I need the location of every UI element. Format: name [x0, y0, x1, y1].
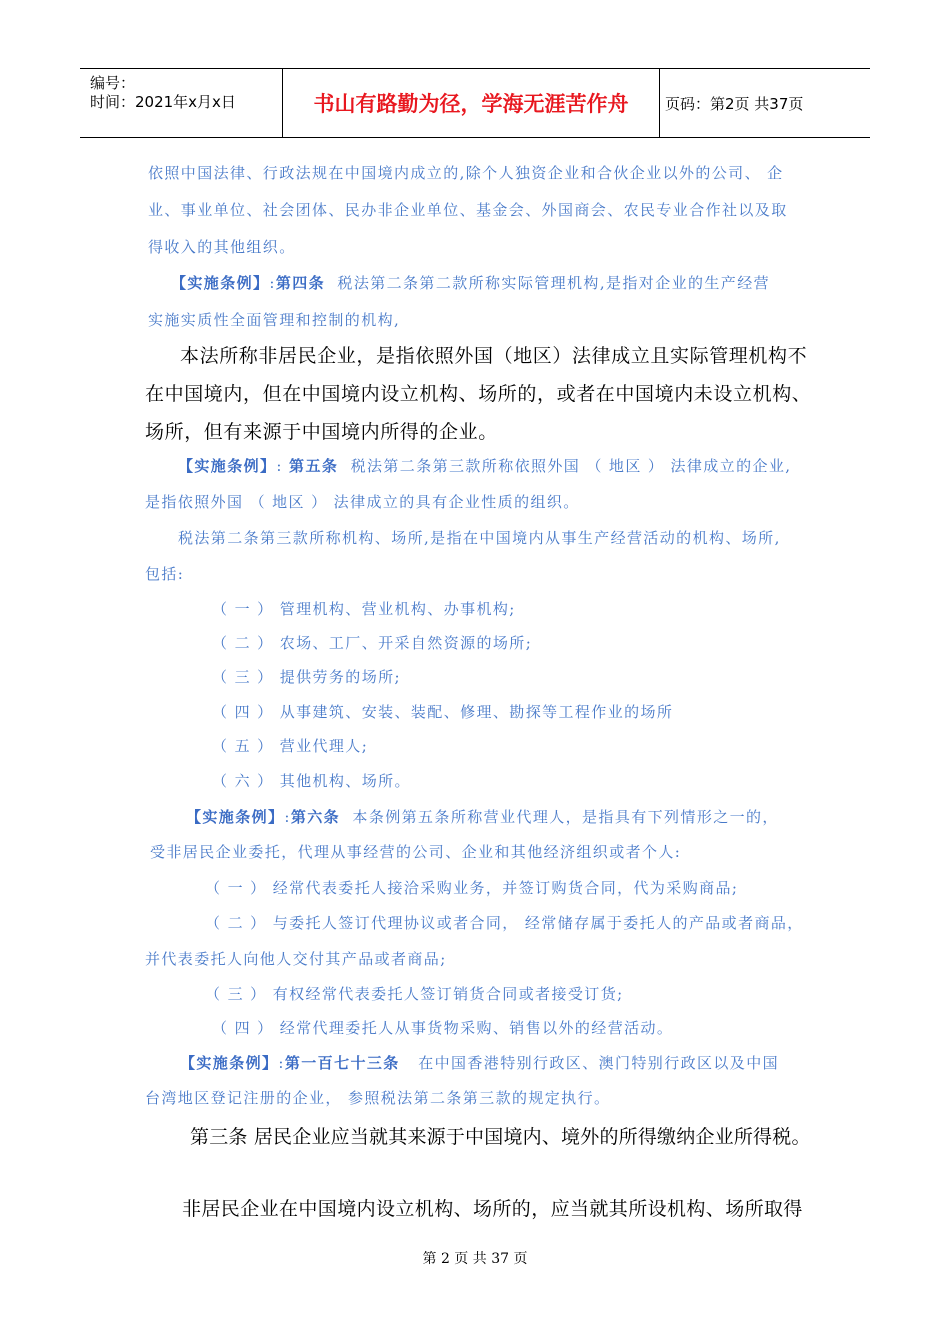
- page-footer: 第 2 页 共 37 页: [422, 1251, 528, 1267]
- article-line: [186, 806, 779, 827]
- date-label: 时间：2021年x月x日: [90, 93, 236, 111]
- body-line: 业、事业单位、社会团体、民办非企业单位、基金会、外国商会、农民专业合作社以及取: [148, 201, 788, 219]
- header-meta-cell: [80, 69, 283, 137]
- list-item: （ 五 ） 营业代理人;: [212, 737, 369, 755]
- article-text: 税法第二条第二款所称实际管理机构,是指对企业的生产经营: [337, 274, 770, 292]
- law-line: 在中国境内，但在中国境内设立机构、场所的，或者在中国境内未设立机构、: [145, 383, 812, 405]
- list-item: （ 二 ） 农场、工厂、开采自然资源的场所;: [212, 634, 533, 652]
- body-line: 并代表委托人向他人交付其产品或者商品;: [145, 950, 447, 968]
- body-line: 台湾地区登记注册的企业， 参照税法第二条第三款的规定执行。: [145, 1089, 611, 1107]
- list-item: （ 一 ） 经常代表委托人接洽采购业务，并签订购货合同，代为采购商品;: [205, 879, 739, 897]
- article-number: 第四条: [275, 274, 326, 292]
- list-item: （ 三 ） 提供劳务的场所;: [212, 668, 401, 686]
- article-tag: 【实施条例】: [186, 808, 285, 826]
- article-tag: 【实施条例】: [171, 274, 270, 292]
- article-text: 税法第二条第三款所称依照外国 （ 地区 ） 法律成立的企业,: [350, 457, 792, 475]
- list-item: （ 三 ） 有权经常代表委托人签订销货合同或者接受订货;: [205, 985, 624, 1003]
- tag-separator: :: [276, 457, 283, 475]
- number-label: 编号：: [90, 74, 136, 92]
- article-line: [171, 272, 770, 293]
- article-line: [180, 1052, 779, 1073]
- header-page-info: 页码：第2页 共37页: [665, 94, 804, 113]
- body-line: 实施实质性全面管理和控制的机构,: [148, 311, 401, 329]
- tag-separator: :: [278, 1054, 285, 1072]
- body-line: 包括:: [145, 565, 185, 583]
- tag-separator: :: [269, 274, 276, 292]
- article-tag: 【实施条例】: [180, 1054, 279, 1072]
- article-text: 本条例第五条所称营业代理人，是指具有下列情形之一的，: [352, 808, 779, 826]
- body-line: 是指依照外国 （ 地区 ） 法律成立的具有企业性质的组织。: [145, 493, 580, 511]
- law-line: 非居民企业在中国境内设立机构、场所的，应当就其所设机构、场所取得: [182, 1198, 803, 1220]
- tag-separator: :: [284, 808, 291, 826]
- article-number: 第一百七十三条: [284, 1054, 400, 1072]
- body-line: 税法第二条第三款所称机构、场所,是指在中国境内从事生产经营活动的机构、场所,: [178, 529, 781, 547]
- article-line: [178, 455, 791, 476]
- law-line: 本法所称非居民企业，是指依照外国（地区）法律成立且实际管理机构不: [180, 345, 808, 367]
- list-item: （ 一 ） 管理机构、营业机构、办事机构;: [212, 600, 516, 618]
- body-line: 受非居民企业委托，代理从事经营的公司、企业和其他经济组织或者个人:: [150, 843, 682, 861]
- article-tag: 【实施条例】: [178, 457, 277, 475]
- list-item: （ 四 ） 从事建筑、安装、装配、修理、勘探等工程作业的场所: [212, 703, 674, 721]
- list-item: （ 二 ） 与委托人签订代理协议或者合同， 经常储存属于委托人的产品或者商品，: [205, 914, 804, 932]
- article-number: 第六条: [290, 808, 341, 826]
- body-line: 得收入的其他组织。: [148, 238, 296, 256]
- article-text: 在中国香港特别行政区、澳门特别行政区以及中国: [418, 1054, 780, 1072]
- article-number: 第五条: [289, 457, 339, 475]
- header-motto: 书山有路勤为径，学海无涯苦作舟: [283, 69, 660, 137]
- law-line: 场所，但有来源于中国境内所得的企业。: [145, 421, 498, 443]
- page-header: [80, 68, 870, 138]
- list-item: （ 四 ） 经常代理委托人从事货物采购、销售以外的经营活动。: [212, 1019, 674, 1037]
- law-line: 第三条 居民企业应当就其来源于中国境内、境外的所得缴纳企业所得税。: [190, 1126, 811, 1148]
- body-line: 依照中国法律、行政法规在中国境内成立的,除个人独资企业和合伙企业以外的公司、 企: [148, 164, 784, 182]
- list-item: （ 六 ） 其他机构、场所。: [212, 772, 411, 790]
